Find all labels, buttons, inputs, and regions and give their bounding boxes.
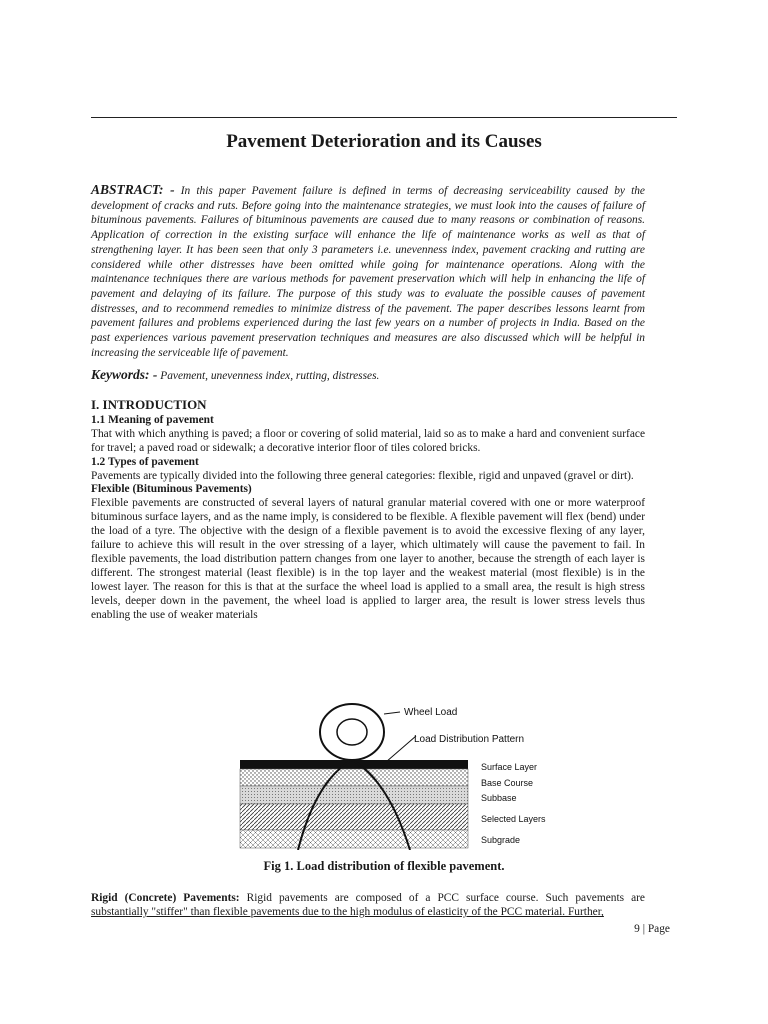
keywords	[91, 367, 645, 384]
flexible-text: Flexible pavements are constructed of several layers of natural granular material covered with one or more waterproof bituminous surface layers, and as the name imply, is considered to be flexible. A flexible pavement will flex (bend) under the load of a tyre. The objective with the design of a flexible pavement is to avoid the excessive flexing of any layer, failure to achieve this will result in the over stressing of a layer, which ultimately will cause the pavement to fail. In flexible pavements, the load distribution pattern changes from one layer to another, because the strength of each layer is different. The strongest material (least flexible) is in the top layer and the weakest material (most flexible) is in the lowest layer. The reason for this is that at the surface the wheel load is applied to a small area, the result is high stress levels, deeper down in the pavement, the wheel load is applied to larger area, the result is lower stress levels thus enabling the use of weaker materials	[91, 497, 645, 621]
header-rule	[91, 117, 677, 118]
flexible-heading: Flexible (Bituminous Pavements)	[91, 483, 252, 496]
page-number: 9 | Page	[634, 923, 670, 935]
label-wheel-load: Wheel Load	[404, 707, 458, 718]
subgrade-band	[240, 830, 468, 848]
label-selected-layers: Selected Layers	[481, 814, 546, 824]
label-base-course: Base Course	[481, 778, 534, 788]
base-course-band	[240, 769, 468, 786]
label-load-pattern: Load Distribution Pattern	[414, 734, 525, 745]
meaning-heading: 1.1 Meaning of pavement	[91, 413, 214, 426]
types-heading: 1.2 Types of pavement	[91, 455, 199, 468]
label-subgrade: Subgrade	[481, 835, 521, 845]
rigid-pavements-paragraph	[91, 891, 645, 920]
load-distribution-figure	[238, 700, 578, 850]
introduction-section	[91, 398, 645, 623]
abstract-label: ABSTRACT: -	[91, 182, 175, 197]
paper-title: Pavement Deterioration and its Causes	[226, 131, 542, 152]
abstract	[91, 183, 645, 360]
types-text: Pavements are typically divided into the following three general categories: flexible, rigid and unpaved (gravel or dirt).	[91, 469, 634, 482]
rigid-label: Rigid (Concrete) Pavements:	[91, 892, 240, 904]
rigid-text-line1: Rigid pavements are composed of a PCC surface course. Such pavements are	[246, 892, 645, 904]
label-subbase: Subbase	[481, 793, 517, 803]
meaning-text: That with which anything is paved; a floor or covering of solid material, laid so as to make a hard and convenient surface for travel; a paved road or sidewalk; a decorative interior floor of tiles colored bricks.	[91, 427, 645, 454]
rigid-text-line2: substantially "stiffer" than flexible pavements due to the high modulus of elasticity of the PCC material. Further,	[91, 906, 604, 919]
keywords-label: Keywords: -	[91, 367, 158, 382]
wheel-inner	[337, 719, 367, 745]
wheel-load-leader	[384, 712, 400, 714]
abstract-text: In this paper Pavement failure is defined in terms of decreasing serviceability caused by the development of cracks and ruts. Before going into the maintenance strategies, we must look into the causes of failure of bituminous pavements. Failures of bituminous pavements are caused due to many reasons or combination of reasons. Application of correction in the existing surface will enhance the life of maintenance works as well as that of strengthening layer. It has been seen that only 3 parameters i.e. unevenness index, pavement cracking and rutting are considered while other distresses have been omitted while going for maintenance operations. Along with the maintenance techniques there are various methods for pavement preservation which will help in enhancing the life of pavement and delaying of its failure. The purpose of this study was to evaluate the possible causes of pavement distresses, and to recommend remedies to minimize distress of the pavement. The paper describes lessons learnt from pavement failures and problems experienced during the last few years on a number of projects in India. Based on the past experiences various pavement preservation techniques and measures are also discussed which will be helpful in increasing the serviceable life of pavement.	[91, 185, 645, 359]
selected-layers-band	[240, 804, 468, 830]
subbase-band	[240, 786, 468, 804]
introduction-heading: I. INTRODUCTION	[91, 397, 207, 412]
figure-caption: Fig 1. Load distribution of flexible pavement.	[263, 859, 505, 873]
pattern-leader	[386, 736, 416, 762]
label-surface-layer: Surface Layer	[481, 762, 538, 772]
keywords-text: Pavement, unevenness index, rutting, distresses.	[160, 370, 380, 382]
